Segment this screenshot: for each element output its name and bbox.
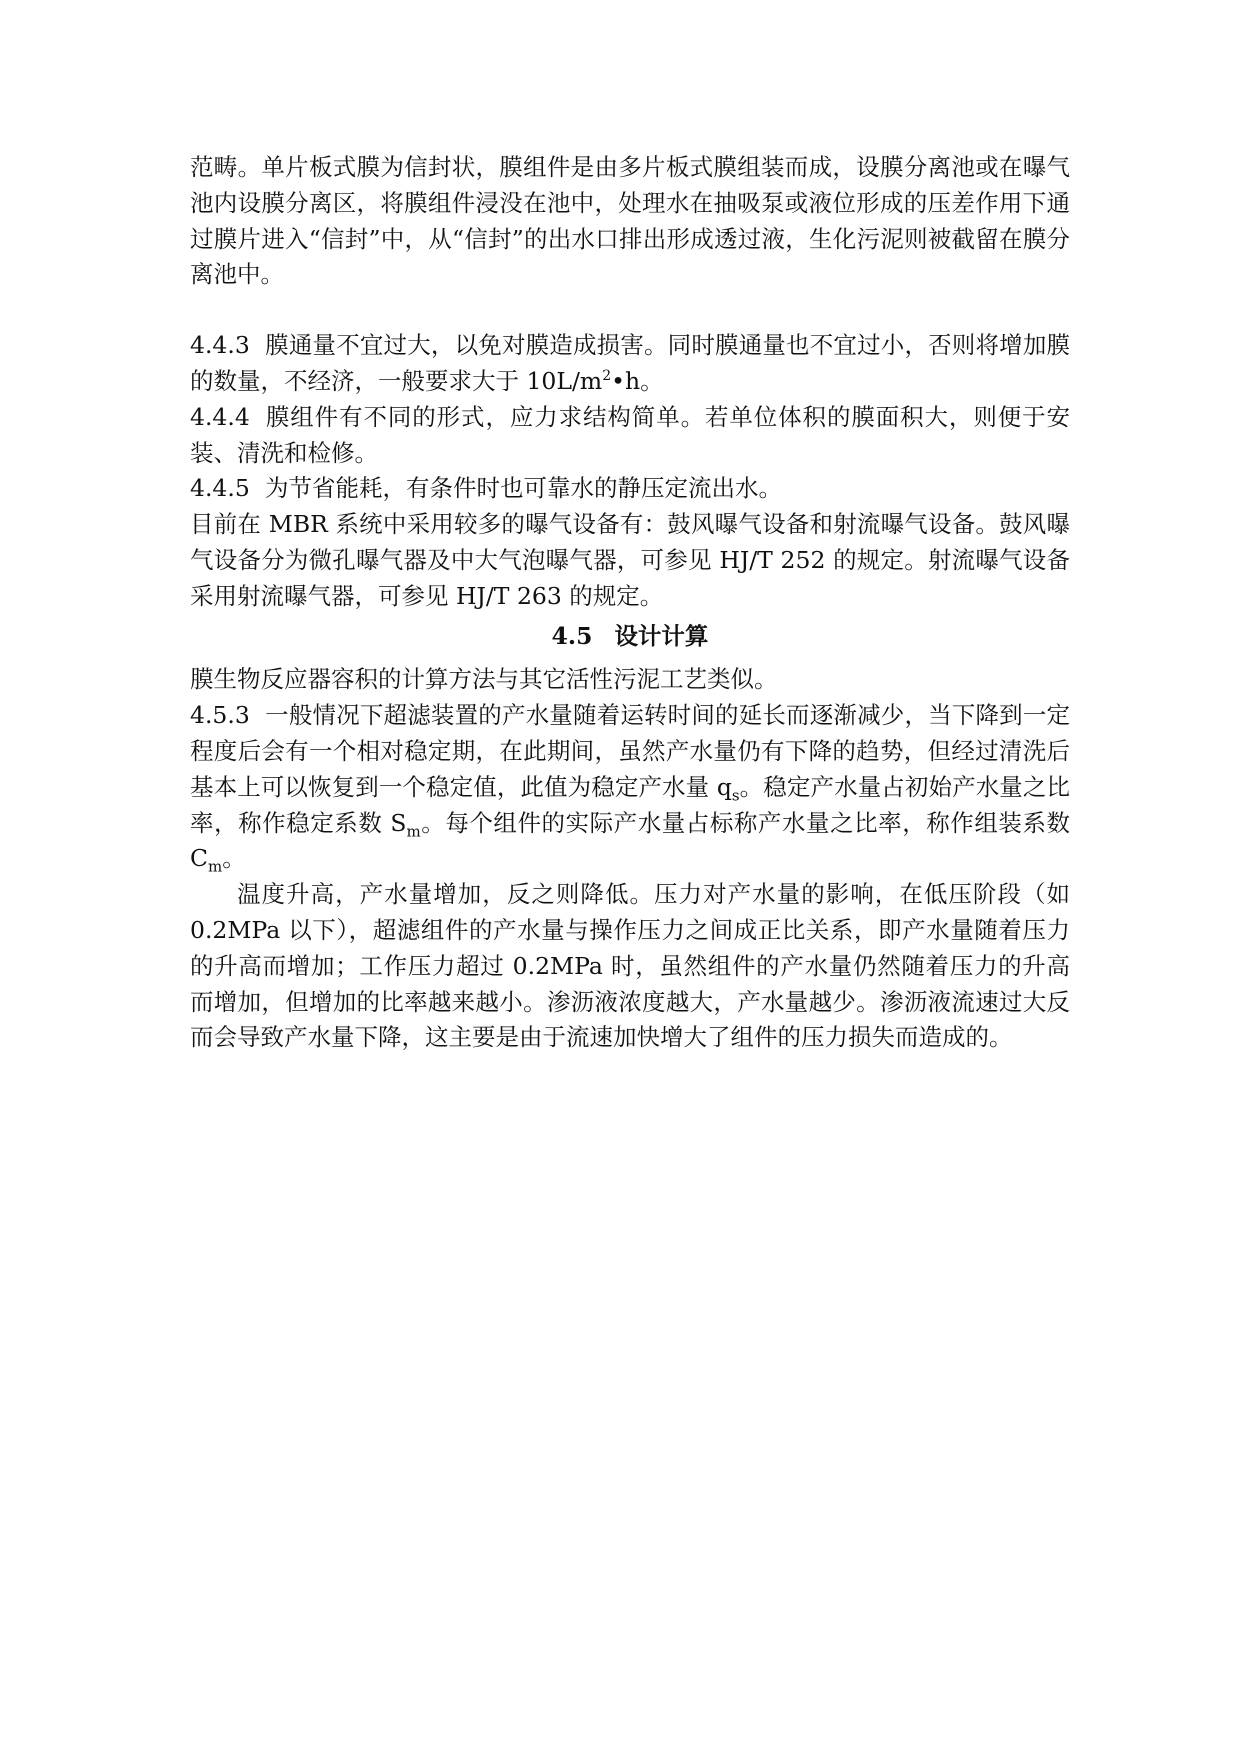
subscript-cm: m (207, 858, 223, 877)
paragraph-text: 膜生物反应器容积的计算方法与其它活性污泥工艺类似。 (190, 665, 778, 694)
paragraph-reactor-volume (190, 662, 1070, 698)
clause-number: 4.4.4 (190, 402, 250, 431)
superscript: 2 (602, 368, 612, 385)
clause-text: 膜组件有不同的形式，应力求结构简单。若单位体积的膜面积大，则便于安装、清洗和检修。 (190, 402, 1070, 467)
clause-number: 4.4.5 (190, 474, 250, 503)
clause-text-end: •h。 (611, 366, 664, 395)
paragraph-aeration-equipment (190, 507, 1070, 614)
paragraph-flat-membrane-intro (190, 150, 1070, 293)
clause-text: 膜通量不宜过大，以免对膜造成损害。同时膜通量也不宜过小，否则将增加膜的数量，不经济，一般要求大于 10L/m (190, 331, 1070, 395)
section-title: 设计计算 (614, 621, 709, 650)
clause-4-4-3 (190, 328, 1070, 400)
clause-number: 4.4.3 (190, 331, 250, 360)
subscript-qs: s (731, 786, 740, 805)
clause-text: 为节省能耗，有条件时也可靠水的静压定流出水。 (265, 474, 782, 503)
clause-text: 一般情况下超滤装置的产水量随着运转时间的延长而逐渐减少，当下降到一定程度后会有一个相对稳定期，在此期间，虽然产水量仍有下降的趋势，但经过清洗后基本上可以恢复到一个稳定值，此值为稳定产水量 q (190, 701, 1070, 801)
clause-4-4-4 (190, 400, 1070, 472)
paragraph-text: 温度升高，产水量增加，反之则降低。压力对产水量的影响，在低压阶段（如 0.2MPa 以下），超滤组件的产水量与操作压力之间成正比关系，即产水量随着压力的升高而增加；工作压力超过 0.2MPa 时，虽然组件的产水量仍然随着压力的升高而增加，但增加的比率越来越小。渗沥液浓度越大，产水量越少。渗沥液流速过大反而会导致产水量下降，这主要是由于流速加快增大了组件的压力损失而造成的。 (190, 880, 1070, 1052)
subscript-sm: m (406, 822, 421, 841)
paragraph-temperature-pressure (190, 877, 1070, 1056)
clause-number: 4.5.3 (190, 701, 250, 730)
clause-text: 。稳定产水量占初始产水量之比率，称作稳定系数 S (190, 772, 1071, 837)
clause-4-4-5 (190, 471, 1070, 507)
paragraph-text: 目前在 MBR 系统中采用较多的曝气设备有：鼓风曝气设备和射流曝气设备。鼓风曝气设备分为微孔曝气器及中大气泡曝气器，可参见 HJ/T 252 的规定。射流曝气设备采用射流曝气器，可参见 HJ/T 263 的规定。 (190, 510, 1070, 610)
paragraph-gap (190, 293, 1070, 328)
clause-text-end: 。 (222, 844, 246, 873)
section-heading-4-5 (190, 619, 1070, 655)
clause-text: 。每个组件的实际产水量占标称产水量之比率，称作组装系数 C (190, 808, 1070, 873)
paragraph-text: 范畴。单片板式膜为信封状，膜组件是由多片板式膜组装而成，设膜分离池或在曝气池内设膜分离区，将膜组件浸没在池中，处理水在抽吸泵或液位形成的压差作用下通过膜片进入“信封”中，从“信封”的出水口排出形成透过液，生化污泥则被截留在膜分离池中。 (190, 153, 1070, 289)
document-page (190, 150, 1070, 1056)
section-number: 4.5 (551, 621, 593, 650)
clause-4-5-3 (190, 698, 1070, 877)
